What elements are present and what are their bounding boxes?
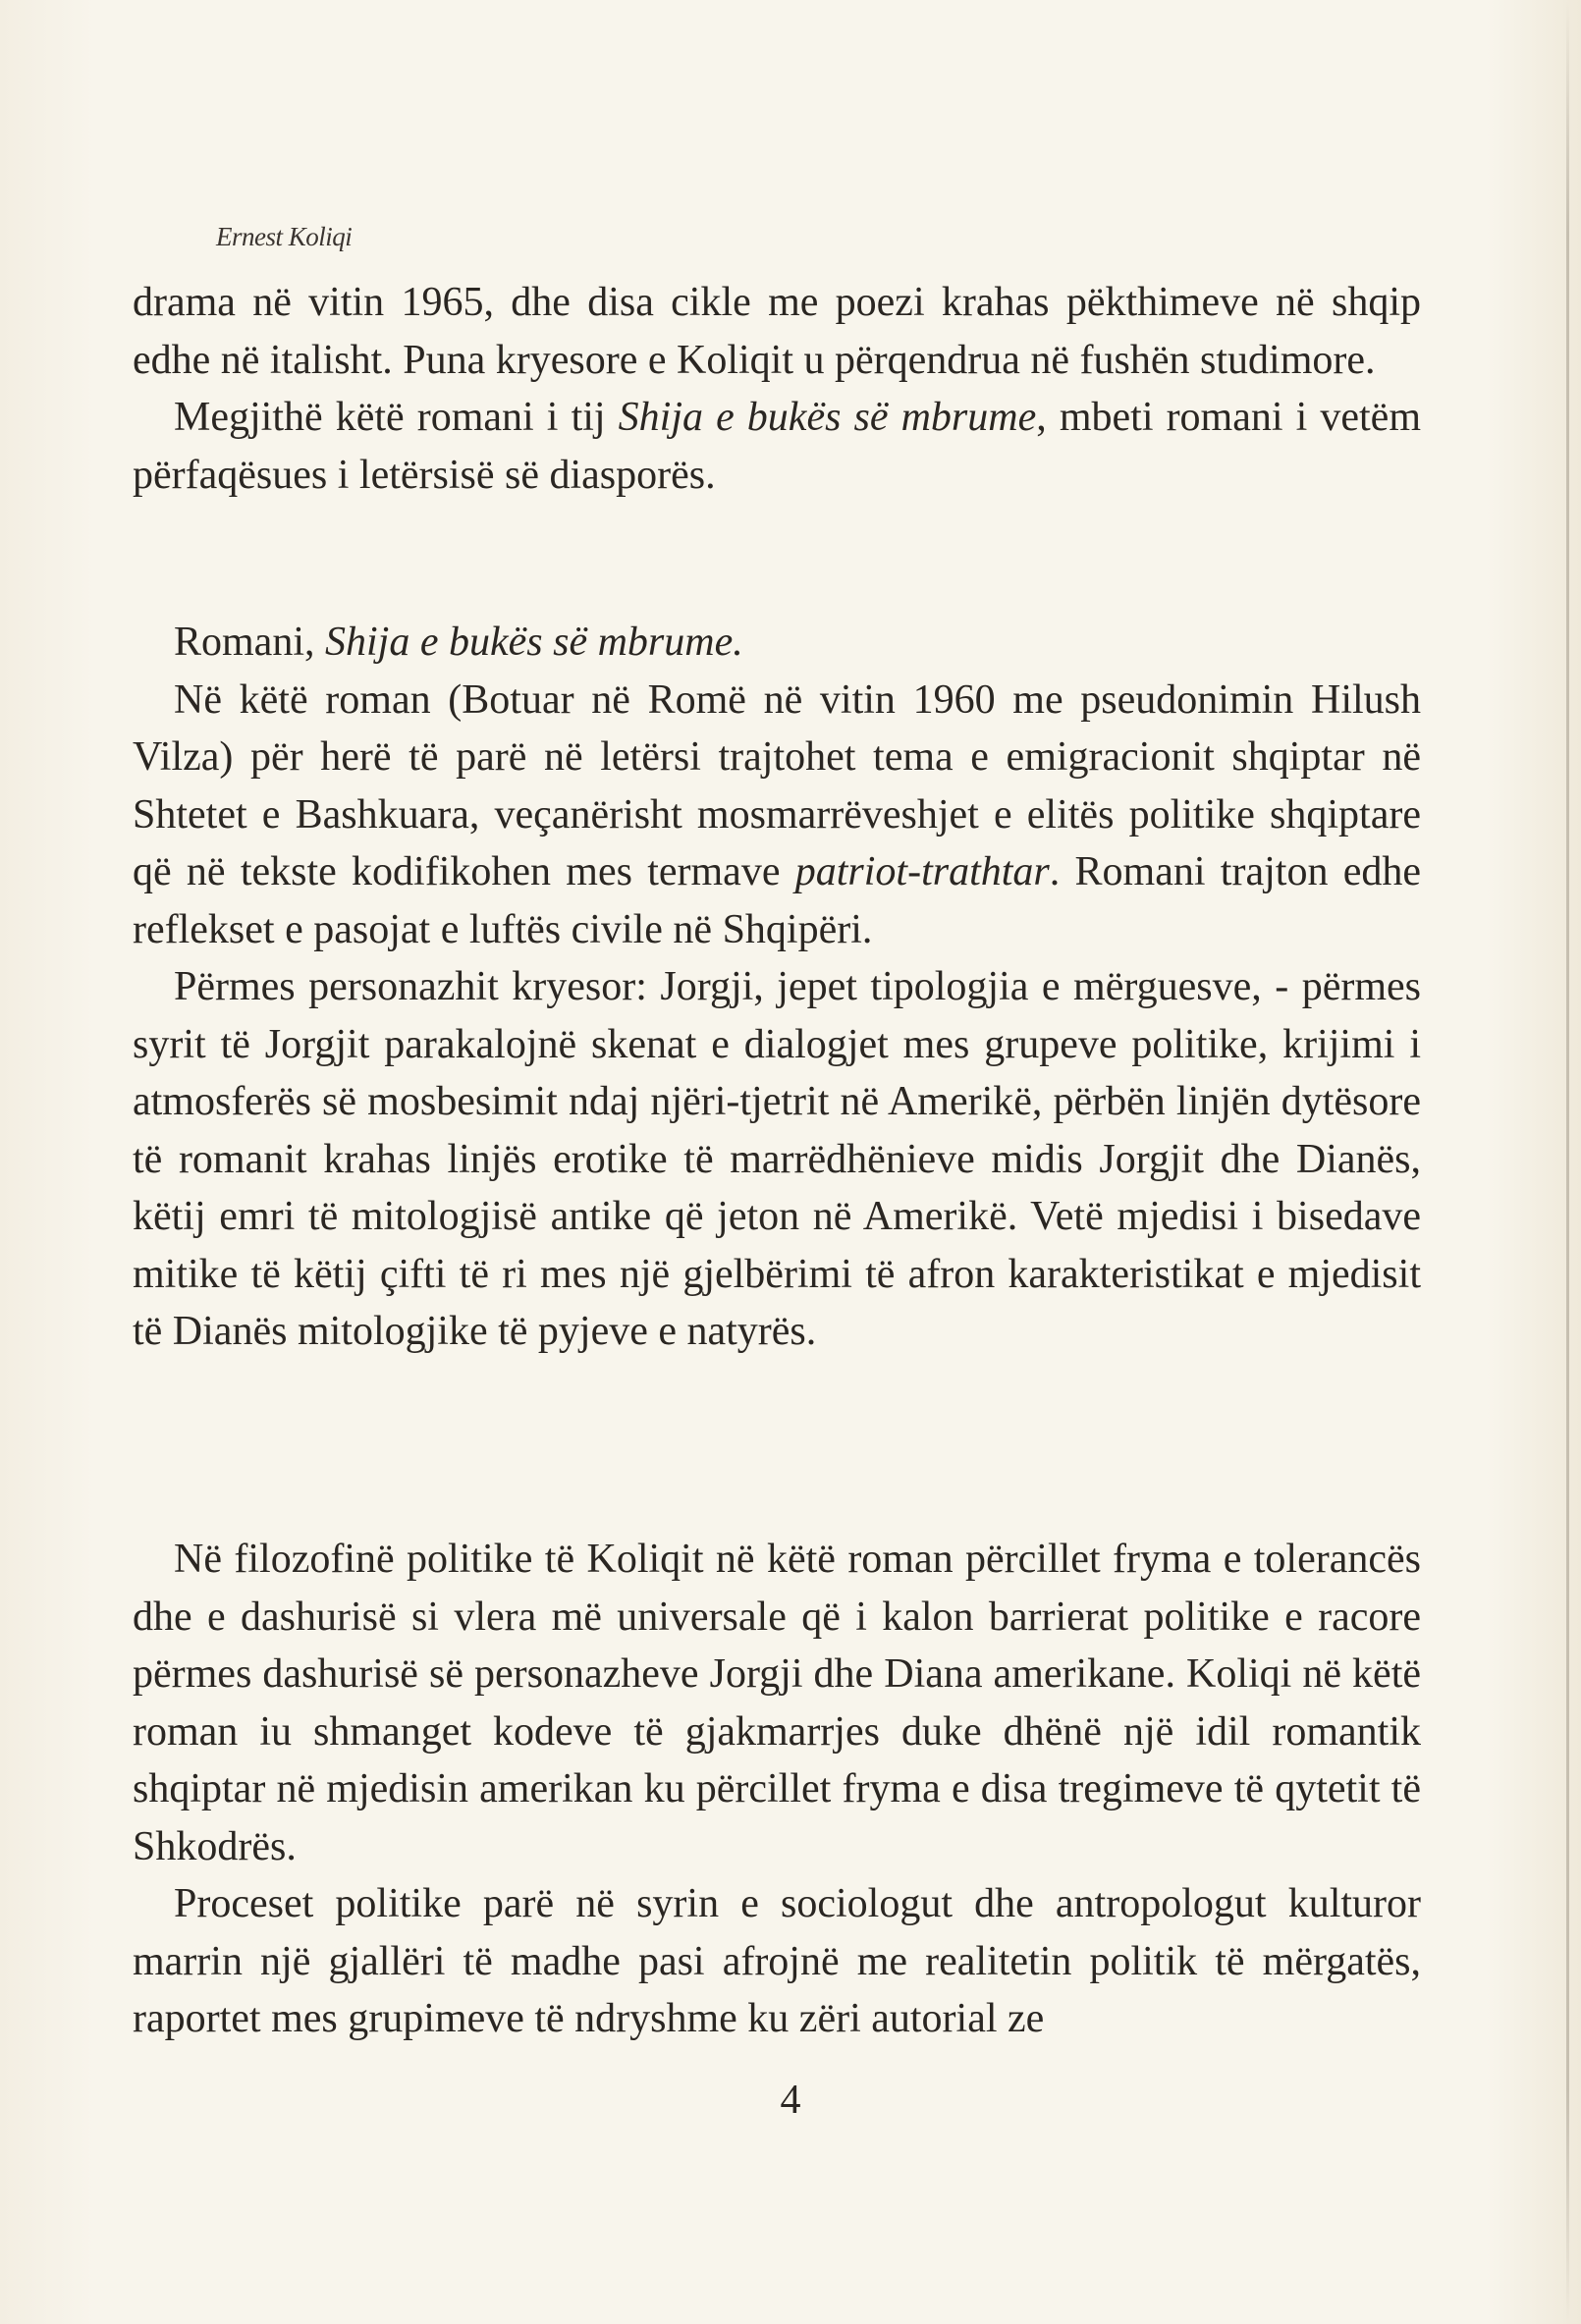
paragraph-6: Në filozofinë politike të Koliqit në këtë roman përcillet fryma e tolerancës dhe e dashurisë si vlera më universale që i kalon barrierat politike e racore përmes dashurisë së personazheve Jorgji dhe Diana amerikane. Koliqi në këtë roman iu shmanget kodeve të gjakmarrjes duke dhënë një idil romantik shqiptar në mjedisin amerikan ku përcillet fryma e disa tregimeve të qytetit të Shkodrës. (133, 1537, 1421, 1869)
section-heading-italic: Shija e bukës së mbrume. (325, 620, 743, 665)
body-text-bottom (133, 1531, 1421, 2048)
term-italic: patriot-trathtar (794, 849, 1050, 894)
page-number: 4 (780, 2078, 801, 2123)
running-head: Ernest Koliqi (216, 222, 353, 251)
paragraph-4: Në këtë roman (Botuar në Romë në vitin 1960 me pseudonimin Hilush Vilza) për herë të parë në letërsi trajtohet tema e emigracionit shqiptar në Shtetet e Bashkuara, veçanërisht mosmarrëveshjet e elitës politike shqiptare që në tekste kodifikohen mes termave patriot-trathtar. Romani trajton edhe reflekset e pasojat e luftës civile në Shqipëri. (133, 676, 1421, 952)
paragraph-7: Proceset politike parë në syrin e sociologut dhe antropologut kulturor marrin një gjallëri të madhe pasi afrojnë me realitetin politik të mërgatës, raportet mes grupimeve të ndryshme ku zëri autorial ze (133, 1881, 1421, 2041)
paragraph-2: Megjithë këtë romani i tij Shija e bukës së mbrume, mbeti romani i vetëm përfaqësues i letërsisë së diasporës. (133, 395, 1421, 498)
paragraph-1: drama në vitin 1965, dhe disa cikle me poezi krahas pëkthimeve në shqip edhe në italisht. Puna kryesore e Koliqit u përqendrua në fushën studimore. (133, 280, 1421, 383)
body-text-top (133, 274, 1421, 504)
section-heading: Romani, Shija e bukës së mbrume. (174, 620, 743, 665)
body-text-middle (133, 614, 1421, 1361)
book-title-italic: Shija e bukës së mbrume (618, 395, 1037, 440)
page-edge-shadow (1566, 0, 1569, 2324)
paragraph-5: Përmes personazhit kryesor: Jorgji, jepet tipologjia e mërguesve, - përmes syrit të Jorgjit parakalojnë skenat e dialogjet mes grupeve politike, krijimi i atmosferës së mosbesimit ndaj njëri-tjetrit në Amerikë, përbën linjën dytësore të romanit krahas linjës erotike të marrëdhënieve midis Jorgjit dhe Dianës, këtij emri të mitologjisë antike që jeton në Amerikë. Vetë mjedisi i bisedave mitike të këtij çifti të ri mes një gjelbërimi të afron karakteristikat e mjedisit të Dianës mitologjike të pyjeve e natyrës. (133, 964, 1421, 1354)
